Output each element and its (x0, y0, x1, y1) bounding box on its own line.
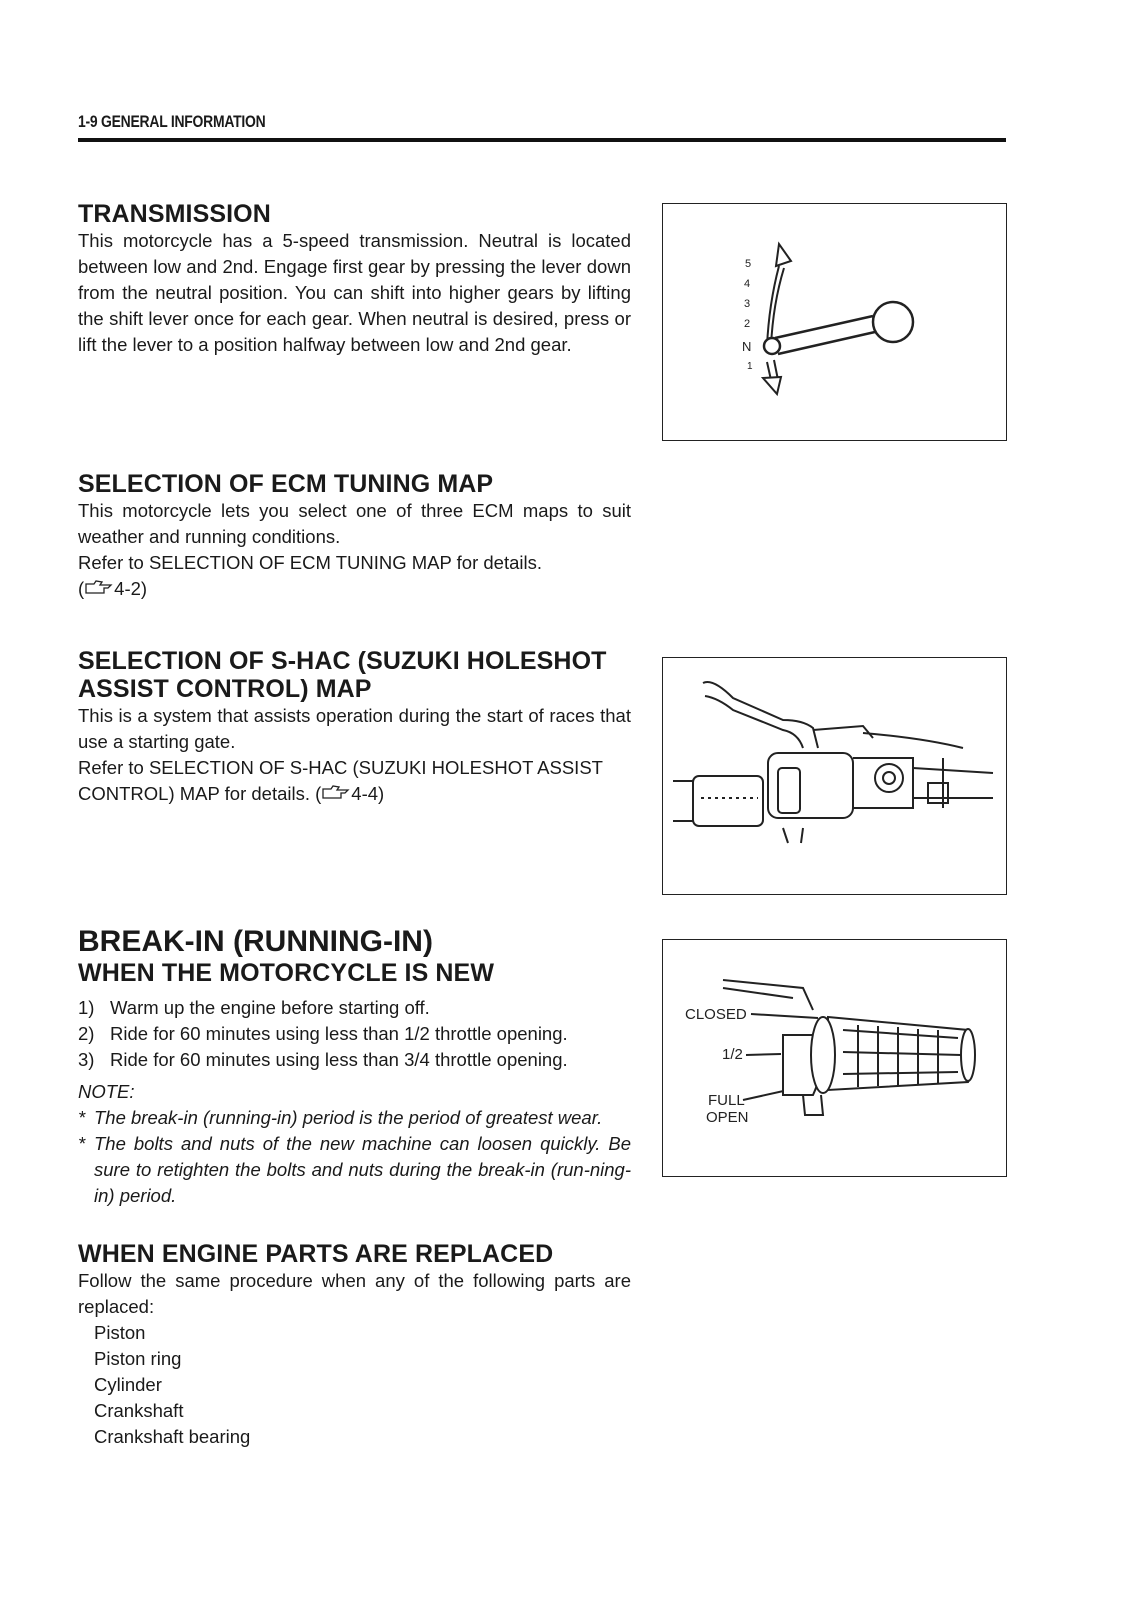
ecm-line2: Refer to SELECTION OF ECM TUNING MAP for details. (78, 552, 542, 573)
list-item: Piston ring (94, 1348, 182, 1369)
clutch-lever (703, 682, 818, 748)
shac-section (78, 647, 631, 807)
header-rule (78, 138, 1006, 142)
parts-list (94, 1320, 631, 1450)
transmission-section (78, 200, 631, 358)
label-open: OPEN (706, 1109, 749, 1126)
list-item: Piston (94, 1322, 146, 1343)
down-arrow-icon (763, 377, 781, 394)
shac-title-line2: ASSIST CONTROL) MAP (78, 675, 372, 703)
ecm-line1: This motorcycle lets you select one of three ECM maps to suit weather and running conditions. (78, 500, 631, 547)
shac-line1: This is a system that assists operation during the start of races that use a starting gate. (78, 705, 631, 752)
gear-label-3: 3 (744, 298, 751, 310)
gear-label-4: 4 (744, 278, 751, 290)
ecm-ref: ( 4-2) (78, 578, 148, 599)
up-arrow-line (767, 266, 779, 346)
shift-lever-drawing (663, 204, 1006, 440)
note-item: * The break-in (running-in) period is the period of greatest wear. (78, 1107, 603, 1128)
header-title: 1-9 GENERAL INFORMATION (78, 112, 266, 131)
label-full: FULL (708, 1092, 745, 1109)
label-closed: CLOSED (685, 1006, 747, 1023)
ecm-section (78, 470, 631, 602)
lever-arm (775, 316, 875, 354)
list-item: Crankshaft bearing (94, 1426, 251, 1447)
note-item: * The bolts and nuts of the new machine can loosen quickly. Be sure to retighten the bolts and nuts during the break-in (run-ning-in) period. (78, 1133, 631, 1206)
gear-label-2: 2 (744, 318, 751, 330)
switch-button (875, 764, 903, 792)
up-arrow-icon (776, 244, 791, 266)
shift-lever-figure (662, 203, 1007, 441)
page-reference-icon (84, 579, 114, 597)
breakin-title: BREAK-IN (RUNNING-IN) (78, 925, 433, 958)
page-reference-icon (321, 784, 351, 802)
throttle-figure (662, 939, 1007, 1177)
lever-pivot (764, 338, 780, 354)
throttle-grip-drawing (663, 940, 1006, 1176)
replaced-section (78, 1240, 631, 1450)
ecm-title: SELECTION OF ECM TUNING MAP (78, 470, 494, 498)
breakin-subtitle: WHEN THE MOTORCYCLE IS NEW (78, 959, 495, 987)
handlebar-switch-drawing (663, 658, 1006, 894)
transmission-title: TRANSMISSION (78, 200, 271, 228)
shac-title-line1: SELECTION OF S-HAC (SUZUKI HOLESHOT (78, 647, 607, 675)
label-half: 1/2 (722, 1046, 743, 1063)
note-label: NOTE: (78, 1081, 135, 1102)
replaced-body: Follow the same procedure when any of the following parts are replaced: (78, 1270, 631, 1317)
transmission-body: This motorcycle has a 5-speed transmission. Neutral is located between low and 2nd. Engage first gear by pressing the lever down from the neutral position. You can shift into higher gears by lifting the shift lever once for each gear. When neutral is desired, press or lift the lever to a position halfway between low and 2nd gear. (78, 230, 631, 355)
gear-label-n: N (742, 339, 752, 354)
handlebar-switch-figure (662, 657, 1007, 895)
gear-label-5: 5 (745, 258, 752, 270)
page-header (78, 112, 1006, 132)
gear-label-1: 1 (747, 361, 753, 372)
list-item: Crankshaft (94, 1400, 184, 1421)
shac-line2: Refer to SELECTION OF S-HAC (SUZUKI HOLESHOT ASSIST CONTROL) MAP for details. ( 4-4) (78, 757, 603, 804)
replaced-title: WHEN ENGINE PARTS ARE REPLACED (78, 1240, 554, 1268)
list-item: 1) Warm up the engine before starting off. (78, 997, 430, 1018)
breakin-section (78, 925, 631, 1209)
lever-pedal (873, 302, 913, 342)
list-item: 2) Ride for 60 minutes using less than 1/2 throttle opening. (78, 1023, 568, 1044)
list-item: Cylinder (94, 1374, 162, 1395)
list-item: 3) Ride for 60 minutes using less than 3/4 throttle opening. (78, 1049, 568, 1070)
